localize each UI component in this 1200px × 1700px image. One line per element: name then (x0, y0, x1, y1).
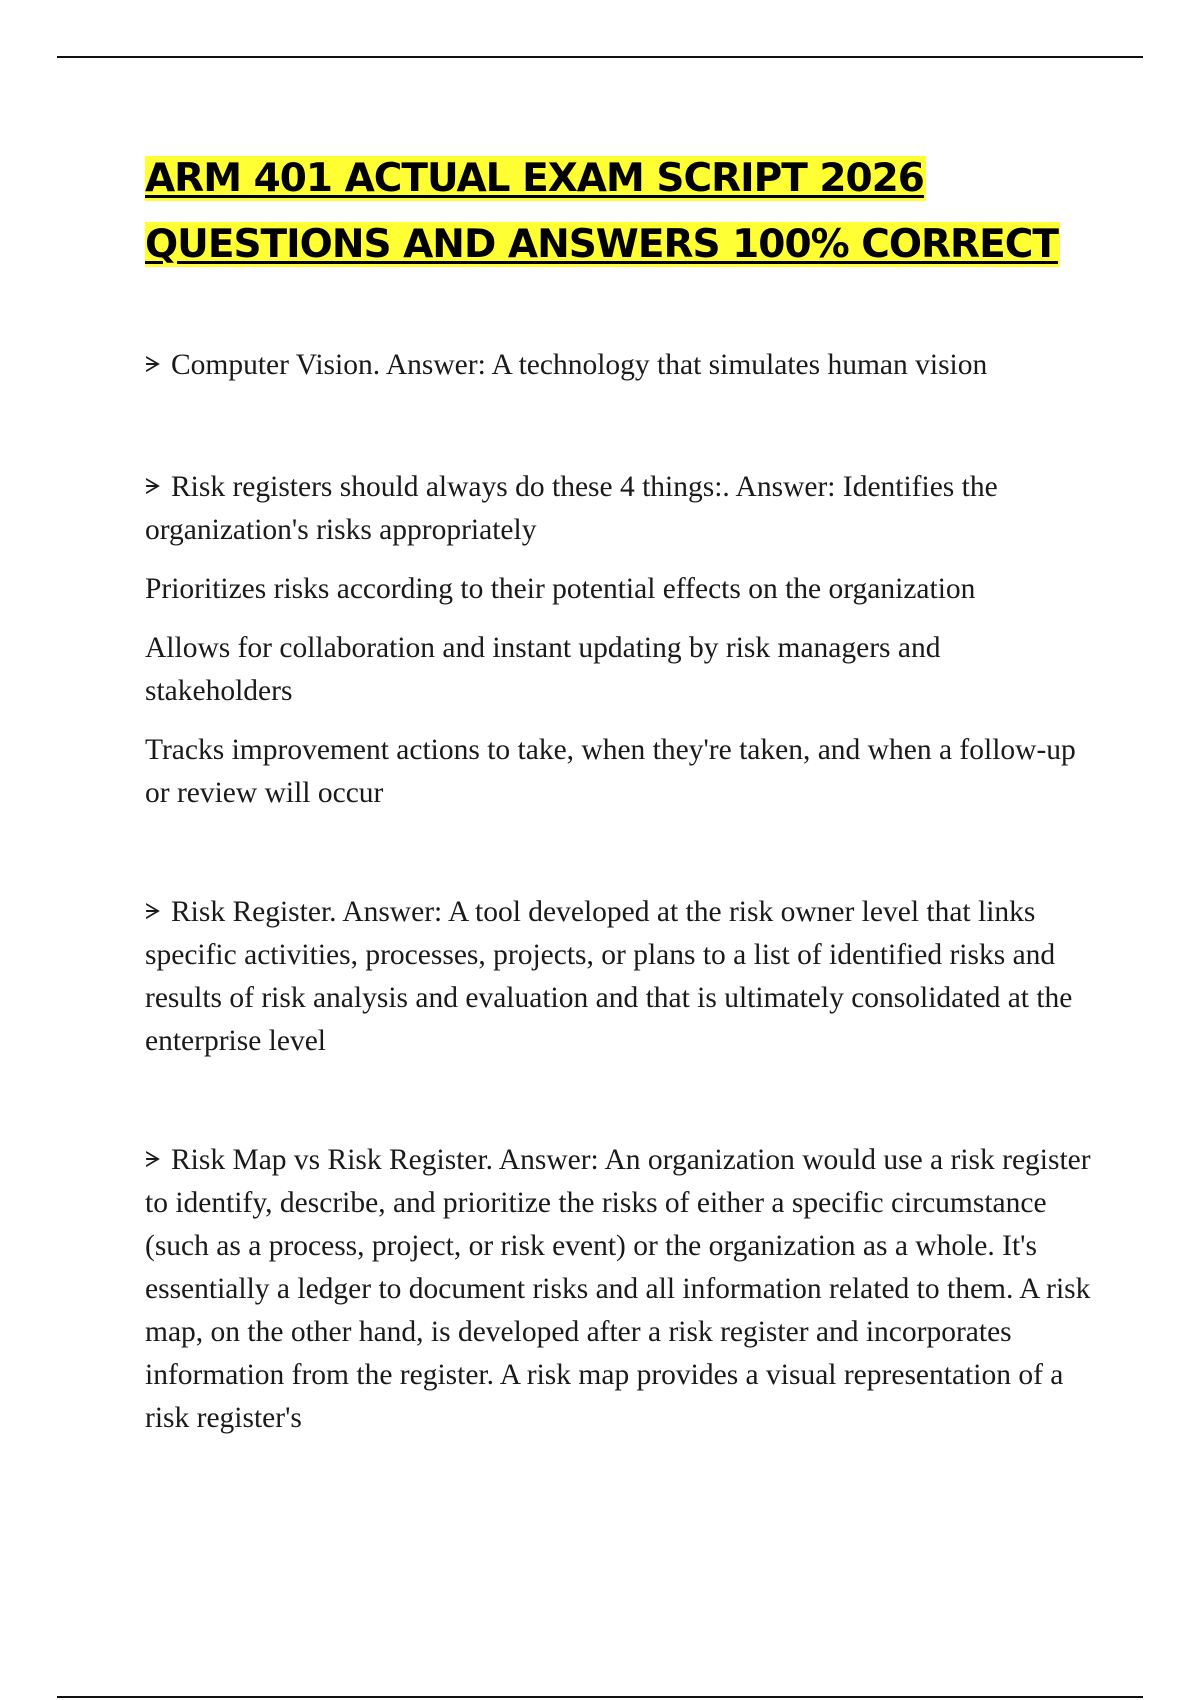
qa-paragraph (145, 466, 1095, 552)
document-title (145, 146, 1125, 278)
qa-item-risk-map-vs-register (145, 1139, 1095, 1440)
qa-paragraph: Prioritizes risks according to their potential effects on the organization (145, 573, 976, 605)
qa-item-risk-registers-things (145, 466, 1095, 815)
bullet-arrow-icon: ᗒ (145, 475, 161, 500)
bullet-arrow-icon: ᗒ (145, 353, 161, 378)
qa-text: Risk Map vs Risk Register. Answer: An organization would use a risk register to identify, describe, and prioritize the risks of either a specific circumstance (such as a process, project, or risk event) or the organization as a whole. It's essentially a ledger to document risks and all information related to them. A risk map, on the other hand, is developed after a risk register and incorporates information from the register. A risk map provides a visual representation of a risk register's (145, 1144, 1091, 1434)
qa-text: Risk registers should always do these 4 things:. Answer: Identifies the organization's risks appropriately (145, 471, 998, 546)
qa-paragraph: Allows for collaboration and instant updating by risk managers and stakeholders (145, 632, 941, 707)
qa-text: Computer Vision. Answer: A technology that simulates human vision (170, 349, 988, 381)
bullet-arrow-icon: ᗒ (145, 1148, 161, 1173)
qa-text: Risk Register. Answer: A tool developed at the risk owner level that links specific activities, processes, projects, or plans to a list of identified risks and results of risk analysis and evaluation and that is ultimately consolidated at the enterprise level (145, 896, 1073, 1057)
title-line-1: ARM 401 ACTUAL EXAM SCRIPT 2026 (145, 156, 924, 201)
title-line-2: QUESTIONS AND ANSWERS 100% CORRECT (145, 222, 1058, 267)
qa-paragraph (145, 891, 1095, 1063)
qa-paragraph (145, 344, 1095, 387)
qa-item-risk-register (145, 891, 1095, 1063)
qa-item-computer-vision (145, 344, 1095, 387)
bottom-divider (57, 1696, 1143, 1698)
bullet-arrow-icon: ᗒ (145, 900, 161, 925)
qa-paragraph (145, 1139, 1095, 1440)
top-divider (57, 56, 1143, 58)
qa-paragraph: Tracks improvement actions to take, when they're taken, and when a follow-up or review will occur (145, 734, 1076, 809)
